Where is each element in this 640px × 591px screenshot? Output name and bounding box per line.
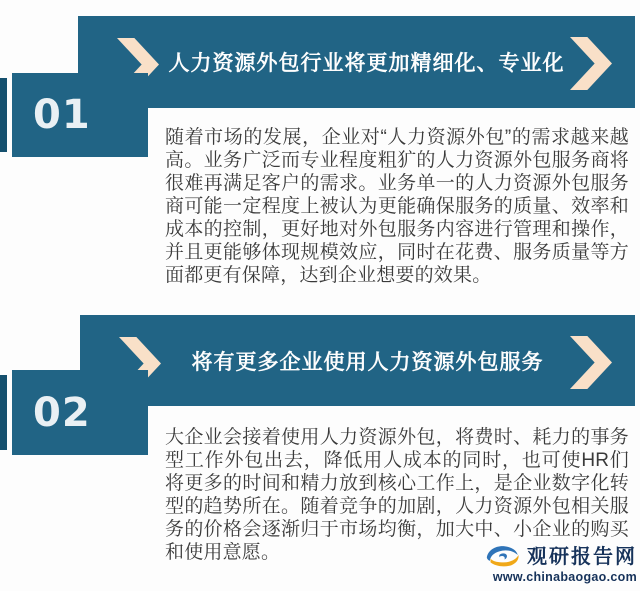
section-1-body-text: 随着市场的发展，企业对“人力资源外包”的需求越来越高。业务广泛而专业程度粗犷的人力资源外包服务商将很难再满足客户的需求。业务单一的人力资源外包服务商可能一定程度上被认为更能确保服务的质量、效率和成本的控制，更好地对外包服务内容进行管理和操作，并且更能够体现规模效应，同时在花费、服务质量等方面都更有保障，达到企业想要的效果。 (165, 127, 629, 286)
section-2-number: 02 (33, 389, 91, 436)
watermark-site-name: 观研报告网 (527, 545, 637, 568)
section-2-body-text: 大企业会接着使用人力资源外包，将费时、耗力的事务型工作外包出去，降低用人成本的同时，也可使HR们将更多的时间和精力放到核心工作上，是企业数字化转型的趋势所在。随着竞争的加剧，人力资源外包相关服务的价格会逐渐归于市场均衡，加大中、小企业的购买和使用意愿。 (165, 427, 629, 563)
section-2-header-banner (80, 315, 635, 406)
section-2-edge-tab (0, 375, 7, 450)
section-2-title: 将有更多企业使用人力资源外包服务 (191, 350, 544, 374)
section-1-title: 人力资源外包行业将更加精细化、专业化 (168, 52, 565, 75)
section-2-number-badge (12, 370, 148, 455)
chevron-right-icon (570, 37, 612, 90)
section-1-edge-tab (0, 78, 7, 152)
section-1-number-badge (12, 73, 148, 157)
chevron-right-icon (570, 336, 612, 389)
section-1-number: 01 (33, 92, 91, 138)
watermark (484, 544, 637, 584)
watermark-url: www.chinabaogao.com (492, 570, 637, 584)
chinabaogao-swirl-logo-icon (484, 544, 522, 569)
section-1-header-banner (78, 16, 635, 108)
